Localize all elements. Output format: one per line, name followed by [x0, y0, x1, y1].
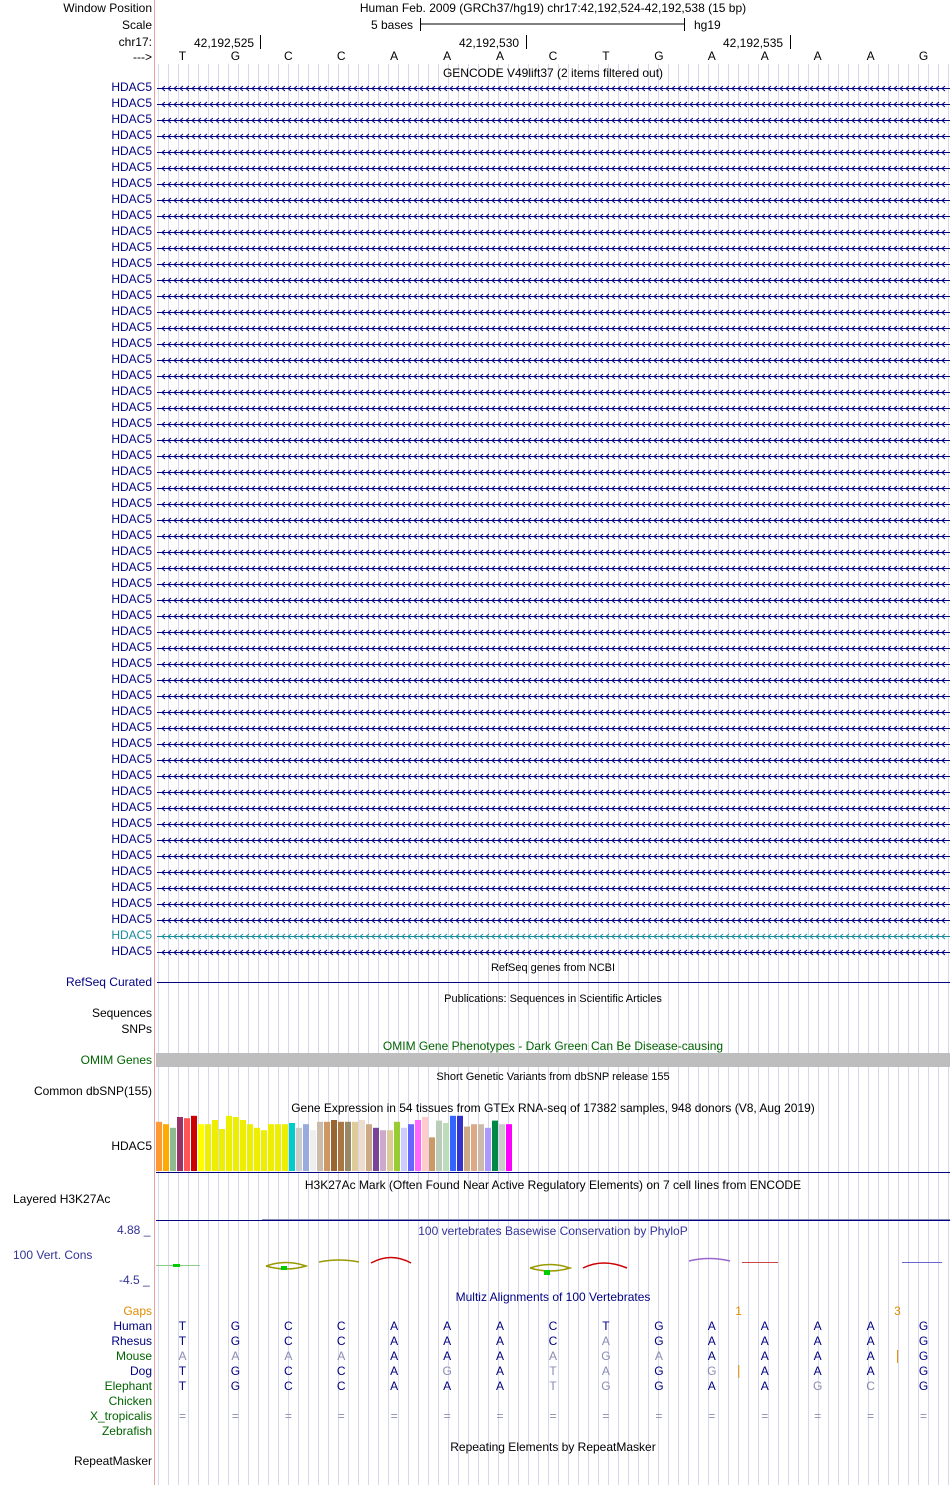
scale-text: 5 bases — [371, 18, 414, 32]
gtex-tissue-bar — [401, 1128, 407, 1171]
gtex-tissue-bar — [338, 1122, 344, 1171]
gencode-transcript-label[interactable]: HDAC5 — [111, 848, 152, 862]
alignment-base: = — [178, 1409, 186, 1423]
gtex-tissue-bar — [289, 1123, 295, 1171]
refseq-title: RefSeq genes from NCBI — [490, 962, 616, 974]
gtex-tissue-bar — [345, 1122, 351, 1171]
alignment-base: A — [654, 1349, 663, 1363]
alignment-base: A — [707, 1379, 716, 1393]
alignment-base: A — [813, 1349, 822, 1363]
gtex-tissue-bar — [233, 1117, 239, 1171]
gtex-tissue-bar — [282, 1124, 288, 1171]
alignment-base: A — [496, 1364, 505, 1378]
alignment-base: = — [761, 1409, 769, 1423]
alignment-base: A — [390, 1319, 399, 1333]
species-label[interactable]: Elephant — [104, 1379, 152, 1393]
species-label[interactable]: Chicken — [108, 1394, 152, 1408]
position-tick-3: 42,192,535 — [723, 36, 784, 50]
gencode-transcript-label[interactable]: HDAC5 — [111, 912, 152, 926]
gtex-tissue-bar — [191, 1116, 197, 1171]
alignment-base: = — [708, 1409, 716, 1423]
gencode-transcript-label[interactable]: HDAC5 — [111, 304, 152, 318]
alignment-base: A — [390, 1334, 399, 1348]
gtex-tissue-bar — [163, 1124, 169, 1171]
gencode-transcript-label[interactable]: HDAC5 — [111, 352, 152, 366]
gtex-tissue-bar — [254, 1128, 260, 1171]
gtex-title: Gene Expression in 54 tissues from GTEx RNA-seq of 17382 samples, 948 donors (V8, Aug 2019) — [291, 1101, 815, 1115]
gtex-tissue-bar — [457, 1116, 463, 1171]
cons-insertion-mark — [281, 1266, 287, 1270]
alignment-base: A — [813, 1334, 822, 1348]
species-label[interactable]: Dog — [129, 1364, 152, 1378]
gtex-tissue-bar — [436, 1121, 442, 1171]
gencode-transcript-label[interactable]: HDAC5 — [111, 608, 152, 622]
alignment-base: A — [496, 1319, 505, 1333]
gtex-tissue-bar — [303, 1124, 309, 1171]
gencode-transcript-label[interactable]: HDAC5 — [111, 672, 152, 686]
alignment-base: G — [918, 1379, 929, 1393]
alignment-base: G — [918, 1319, 929, 1333]
alignment-base: G — [654, 1364, 664, 1378]
position-title: Human Feb. 2009 (GRCh37/hg19) chr17:42,192,524-42,192,538 (15 bp) — [359, 1, 747, 15]
alignment-base: C — [548, 1334, 558, 1348]
base-letter: G — [230, 49, 241, 63]
alignment-base: C — [336, 1379, 346, 1393]
alignment-base: = — [655, 1409, 663, 1423]
omim-label[interactable]: OMIM Genes — [80, 1053, 152, 1067]
alignment-base: T — [549, 1364, 557, 1378]
gencode-transcript-label[interactable]: HDAC5 — [111, 720, 152, 734]
alignment-base: T — [602, 1319, 610, 1333]
gtex-tissue-bar — [464, 1127, 470, 1171]
gencode-transcript-label[interactable]: HDAC5 — [111, 864, 152, 878]
species-label[interactable]: Zebrafish — [101, 1424, 152, 1438]
alignment-base: T — [178, 1334, 187, 1348]
alignment-base: A — [866, 1349, 875, 1363]
gencode-transcript-label[interactable]: HDAC5 — [111, 528, 152, 542]
gencode-transcript-label[interactable]: HDAC5 — [111, 928, 152, 942]
gencode-transcript-label[interactable]: HDAC5 — [111, 944, 152, 958]
alignment-base: T — [178, 1364, 187, 1378]
alignment-base: T — [178, 1379, 187, 1393]
base-letter: A — [443, 49, 452, 63]
publications-title: Publications: Sequences in Scientific Articles — [444, 993, 662, 1005]
gtex-tissue-bar — [429, 1137, 435, 1171]
gencode-transcript-label[interactable]: HDAC5 — [111, 816, 152, 830]
gencode-transcript-label[interactable]: HDAC5 — [111, 592, 152, 606]
gencode-transcript-label[interactable]: HDAC5 — [111, 432, 152, 446]
gencode-transcript-label[interactable]: HDAC5 — [111, 576, 152, 590]
alignment-base: A — [707, 1349, 716, 1363]
alignment-base: A — [496, 1334, 505, 1348]
gap-count: 1 — [735, 1304, 742, 1318]
alignment-base: A — [231, 1349, 240, 1363]
gtex-tissue-bar — [380, 1130, 386, 1171]
position-tick-2: 42,192,530 — [459, 36, 520, 50]
gencode-transcript-label[interactable]: HDAC5 — [111, 400, 152, 414]
species-label[interactable]: X_tropicalis — [89, 1409, 152, 1423]
alignment-base: C — [336, 1364, 346, 1378]
gencode-transcript-label[interactable]: HDAC5 — [111, 384, 152, 398]
gencode-transcript-label[interactable]: HDAC5 — [111, 448, 152, 462]
gencode-transcript-label[interactable]: HDAC5 — [111, 128, 152, 142]
gencode-transcript-label[interactable]: HDAC5 — [111, 416, 152, 430]
alignment-base: A — [760, 1349, 769, 1363]
h3k27ac-title: H3K27Ac Mark (Often Found Near Active Regulatory Elements) on 7 cell lines from ENCODE — [304, 1178, 802, 1192]
alignment-base: C — [283, 1334, 293, 1348]
alignment-base: = — [496, 1409, 504, 1423]
alignment-base: G — [442, 1364, 452, 1378]
gencode-transcript-label[interactable]: HDAC5 — [111, 208, 152, 222]
gtex-tissue-bar — [184, 1118, 190, 1171]
gencode-transcript-label[interactable]: HDAC5 — [111, 560, 152, 574]
gencode-transcript-label[interactable]: HDAC5 — [111, 160, 152, 174]
alignment-base: G — [707, 1364, 717, 1378]
gencode-transcript-label[interactable]: HDAC5 — [111, 544, 152, 558]
alignment-base: = — [867, 1409, 875, 1423]
gtex-tissue-bar — [240, 1120, 246, 1171]
gtex-tissue-bar — [310, 1130, 316, 1171]
gencode-transcript-label[interactable]: HDAC5 — [111, 176, 152, 190]
alignment-base: = — [549, 1409, 557, 1423]
window-position-label: Window Position — [63, 1, 152, 15]
alignment-base: A — [178, 1349, 187, 1363]
gtex-tissue-bar — [415, 1120, 421, 1171]
base-letter: G — [654, 49, 664, 63]
gencode-transcript-label[interactable]: HDAC5 — [111, 240, 152, 254]
gencode-transcript-label[interactable]: HDAC5 — [111, 704, 152, 718]
repeatmasker-title: Repeating Elements by RepeatMasker — [450, 1440, 656, 1454]
cons-insertion-mark — [544, 1270, 550, 1275]
alignment-base: G — [654, 1319, 664, 1333]
cons-min-label: -4.5 _ — [119, 1273, 150, 1287]
base-letter: A — [866, 49, 875, 63]
strand-label: ---> — [133, 50, 152, 64]
base-letter: A — [390, 49, 399, 63]
gencode-transcript-label[interactable]: HDAC5 — [111, 272, 152, 286]
alignment-base: A — [707, 1319, 716, 1333]
gtex-tissue-bar — [373, 1128, 379, 1171]
alignment-base: G — [918, 1334, 929, 1348]
gtex-tissue-bar — [219, 1129, 225, 1171]
alignment-base: C — [866, 1379, 875, 1393]
gtex-tissue-bar — [275, 1124, 281, 1171]
cons-insertion-mark — [173, 1264, 180, 1267]
alignment-base: = — [337, 1409, 345, 1423]
alignment-base: G — [601, 1349, 611, 1363]
gencode-transcript-label[interactable]: HDAC5 — [111, 224, 152, 238]
gtex-tissue-bar — [387, 1130, 393, 1171]
gtex-tissue-bar — [205, 1124, 211, 1171]
alignment-base: G — [918, 1364, 929, 1378]
gtex-tissue-bar — [268, 1124, 274, 1171]
alignment-base: A — [443, 1334, 452, 1348]
gencode-transcript-label[interactable]: HDAC5 — [111, 752, 152, 766]
alignment-base: A — [390, 1349, 399, 1363]
alignment-base: G — [230, 1334, 241, 1348]
gtex-tissue-bar — [506, 1124, 512, 1171]
species-label[interactable]: Mouse — [115, 1349, 152, 1363]
chrom-label: chr17: — [118, 35, 152, 49]
gtex-tissue-bar — [247, 1124, 253, 1171]
alignment-base: = — [443, 1409, 451, 1423]
alignment-base: A — [390, 1379, 399, 1393]
gencode-transcript-label[interactable]: HDAC5 — [111, 80, 152, 94]
species-label[interactable]: Rhesus — [111, 1334, 152, 1348]
alignment-base: T — [178, 1319, 187, 1333]
omim-title: OMIM Gene Phenotypes - Dark Green Can Be Disease-causing — [382, 1039, 724, 1053]
cons-label[interactable]: 100 Vert. Cons — [13, 1248, 93, 1262]
cons-glyph — [689, 1259, 730, 1262]
h3k27ac-label[interactable]: Layered H3K27Ac — [13, 1192, 111, 1206]
dbsnp-label[interactable]: Common dbSNP(155) — [33, 1084, 152, 1098]
gencode-transcript-label[interactable]: HDAC5 — [111, 688, 152, 702]
alignment-base: A — [813, 1364, 822, 1378]
alignment-base: A — [707, 1334, 716, 1348]
alignment-base: = — [390, 1409, 398, 1423]
gtex-tissue-bar — [499, 1124, 505, 1171]
alignment-base: A — [443, 1379, 452, 1393]
multiz-title: Multiz Alignments of 100 Vertebrates — [455, 1290, 651, 1304]
alignment-base: A — [496, 1349, 505, 1363]
alignment-base: A — [601, 1364, 610, 1378]
alignment-base: G — [654, 1379, 664, 1393]
alignment-base: C — [283, 1319, 293, 1333]
alignment-base: A — [443, 1349, 452, 1363]
species-label[interactable]: Human — [113, 1319, 152, 1333]
omim-bar — [156, 1053, 950, 1067]
alignment-base: C — [283, 1379, 293, 1393]
base-letter: C — [548, 49, 558, 63]
alignment-base: A — [866, 1364, 875, 1378]
alignment-base: A — [760, 1334, 769, 1348]
base-letter: A — [496, 49, 505, 63]
alignment-base: A — [337, 1349, 346, 1363]
alignment-base: A — [866, 1319, 875, 1333]
alignment-base: A — [284, 1349, 293, 1363]
alignment-base: = — [920, 1409, 928, 1423]
gencode-transcript-label[interactable]: HDAC5 — [111, 832, 152, 846]
alignment-base: A — [496, 1379, 505, 1393]
gtex-gene-label[interactable]: HDAC5 — [111, 1139, 152, 1153]
base-letter: C — [283, 49, 293, 63]
gencode-transcript-label[interactable]: HDAC5 — [111, 640, 152, 654]
cons-title: 100 vertebrates Basewise Conservation by PhyloP — [418, 1224, 688, 1238]
gencode-transcript-label[interactable]: HDAC5 — [111, 320, 152, 334]
gap-count: 3 — [894, 1304, 901, 1318]
gencode-title: GENCODE V49lift37 (2 items filtered out) — [442, 66, 664, 80]
cons-glyph — [371, 1258, 411, 1264]
gencode-transcript-label[interactable]: HDAC5 — [111, 656, 152, 670]
gtex-tissue-bar — [352, 1122, 358, 1171]
gtex-tissue-bar — [177, 1117, 183, 1171]
refseq-label[interactable]: RefSeq Curated — [65, 975, 152, 989]
gencode-transcript-label[interactable]: HDAC5 — [111, 288, 152, 302]
alignment-base: G — [601, 1379, 611, 1393]
alignment-base: C — [336, 1319, 346, 1333]
gaps-label: Gaps — [123, 1304, 152, 1318]
gtex-tissue-bar — [331, 1120, 337, 1171]
alignment-base: C — [283, 1364, 293, 1378]
gencode-transcript-label[interactable]: HDAC5 — [111, 144, 152, 158]
alignment-base: G — [654, 1334, 664, 1348]
gencode-transcript-label[interactable]: HDAC5 — [111, 496, 152, 510]
scale-label: Scale — [121, 18, 152, 32]
alignment-base: = — [814, 1409, 822, 1423]
alignment-base: = — [231, 1409, 239, 1423]
alignment-base: A — [813, 1319, 822, 1333]
gencode-transcript-label[interactable]: HDAC5 — [111, 768, 152, 782]
alignment-base: C — [336, 1334, 346, 1348]
alignment-base: G — [230, 1364, 241, 1378]
alignment-base: = — [602, 1409, 610, 1423]
gencode-transcript-label[interactable]: HDAC5 — [111, 784, 152, 798]
gtex-tissue-bar — [366, 1124, 372, 1171]
gtex-tissue-bar — [408, 1124, 414, 1171]
position-tick-1: 42,192,525 — [194, 36, 255, 50]
gtex-tissue-bar — [261, 1130, 267, 1171]
gencode-transcript-label[interactable]: HDAC5 — [111, 336, 152, 350]
gtex-tissue-bar — [478, 1124, 484, 1171]
alignment-base: A — [760, 1319, 769, 1333]
gtex-tissue-bar — [492, 1121, 498, 1171]
gencode-transcript-label[interactable]: HDAC5 — [111, 192, 152, 206]
gtex-tissue-bar — [394, 1122, 400, 1171]
gencode-transcript-label[interactable]: HDAC5 — [111, 96, 152, 110]
gtex-tissue-bar — [212, 1120, 218, 1171]
gtex-tissue-bar — [226, 1116, 232, 1171]
alignment-base: A — [390, 1364, 399, 1378]
base-letter: A — [707, 49, 716, 63]
gencode-transcript-label[interactable]: HDAC5 — [111, 112, 152, 126]
base-letter: G — [918, 49, 929, 63]
gtex-tissue-bar — [324, 1122, 330, 1171]
dbsnp-title: Short Genetic Variants from dbSNP release 155 — [436, 1071, 670, 1083]
alignment-base: A — [548, 1349, 557, 1363]
gtex-tissue-bar — [422, 1117, 428, 1171]
gencode-transcript-label[interactable]: HDAC5 — [111, 512, 152, 526]
gtex-tissue-bar — [198, 1124, 204, 1171]
gencode-transcript-label[interactable]: HDAC5 — [111, 624, 152, 638]
gtex-tissue-bar — [359, 1120, 365, 1171]
alignment-base: T — [549, 1379, 557, 1393]
repeatmasker-label[interactable]: RepeatMasker — [73, 1454, 152, 1468]
alignment-base: G — [812, 1379, 823, 1393]
gtex-tissue-bar — [156, 1122, 162, 1171]
base-letter: T — [178, 49, 187, 63]
alignment-base: G — [230, 1379, 241, 1393]
gencode-transcript-label[interactable]: HDAC5 — [111, 464, 152, 478]
base-letter: A — [813, 49, 822, 63]
assembly-label: hg19 — [694, 18, 721, 32]
alignment-base: A — [760, 1364, 769, 1378]
gencode-transcript-label[interactable]: HDAC5 — [111, 896, 152, 910]
gtex-tissue-bar — [443, 1123, 449, 1171]
alignment-base: G — [918, 1349, 929, 1363]
alignment-base: C — [548, 1319, 558, 1333]
base-letter: C — [336, 49, 346, 63]
gencode-transcript-label[interactable]: HDAC5 — [111, 368, 152, 382]
alignment-base: A — [443, 1319, 452, 1333]
gtex-tissue-bar — [317, 1122, 323, 1171]
alignment-base: A — [760, 1379, 769, 1393]
sequences-label[interactable]: Sequences — [91, 1006, 152, 1020]
alignment-base: = — [284, 1409, 292, 1423]
gtex-tissue-bar — [450, 1116, 456, 1171]
alignment-base: G — [230, 1319, 241, 1333]
gtex-tissue-bar — [296, 1128, 302, 1171]
base-letter: T — [602, 49, 610, 63]
gencode-transcript-label[interactable]: HDAC5 — [111, 480, 152, 494]
gencode-transcript-label[interactable]: HDAC5 — [111, 800, 152, 814]
alignment-base: A — [601, 1334, 610, 1348]
gencode-transcript-label[interactable]: HDAC5 — [111, 256, 152, 270]
gtex-tissue-bar — [471, 1124, 477, 1171]
snps-label[interactable]: SNPs — [121, 1022, 152, 1036]
gencode-transcript-label[interactable]: HDAC5 — [111, 880, 152, 894]
gtex-tissue-bar — [485, 1128, 491, 1171]
cons-glyph — [583, 1263, 627, 1268]
gencode-transcript-label[interactable]: HDAC5 — [111, 736, 152, 750]
gtex-tissue-bar — [170, 1128, 176, 1171]
cons-max-label: 4.88 _ — [117, 1223, 151, 1237]
alignment-base: A — [866, 1334, 875, 1348]
base-letter: A — [760, 49, 769, 63]
